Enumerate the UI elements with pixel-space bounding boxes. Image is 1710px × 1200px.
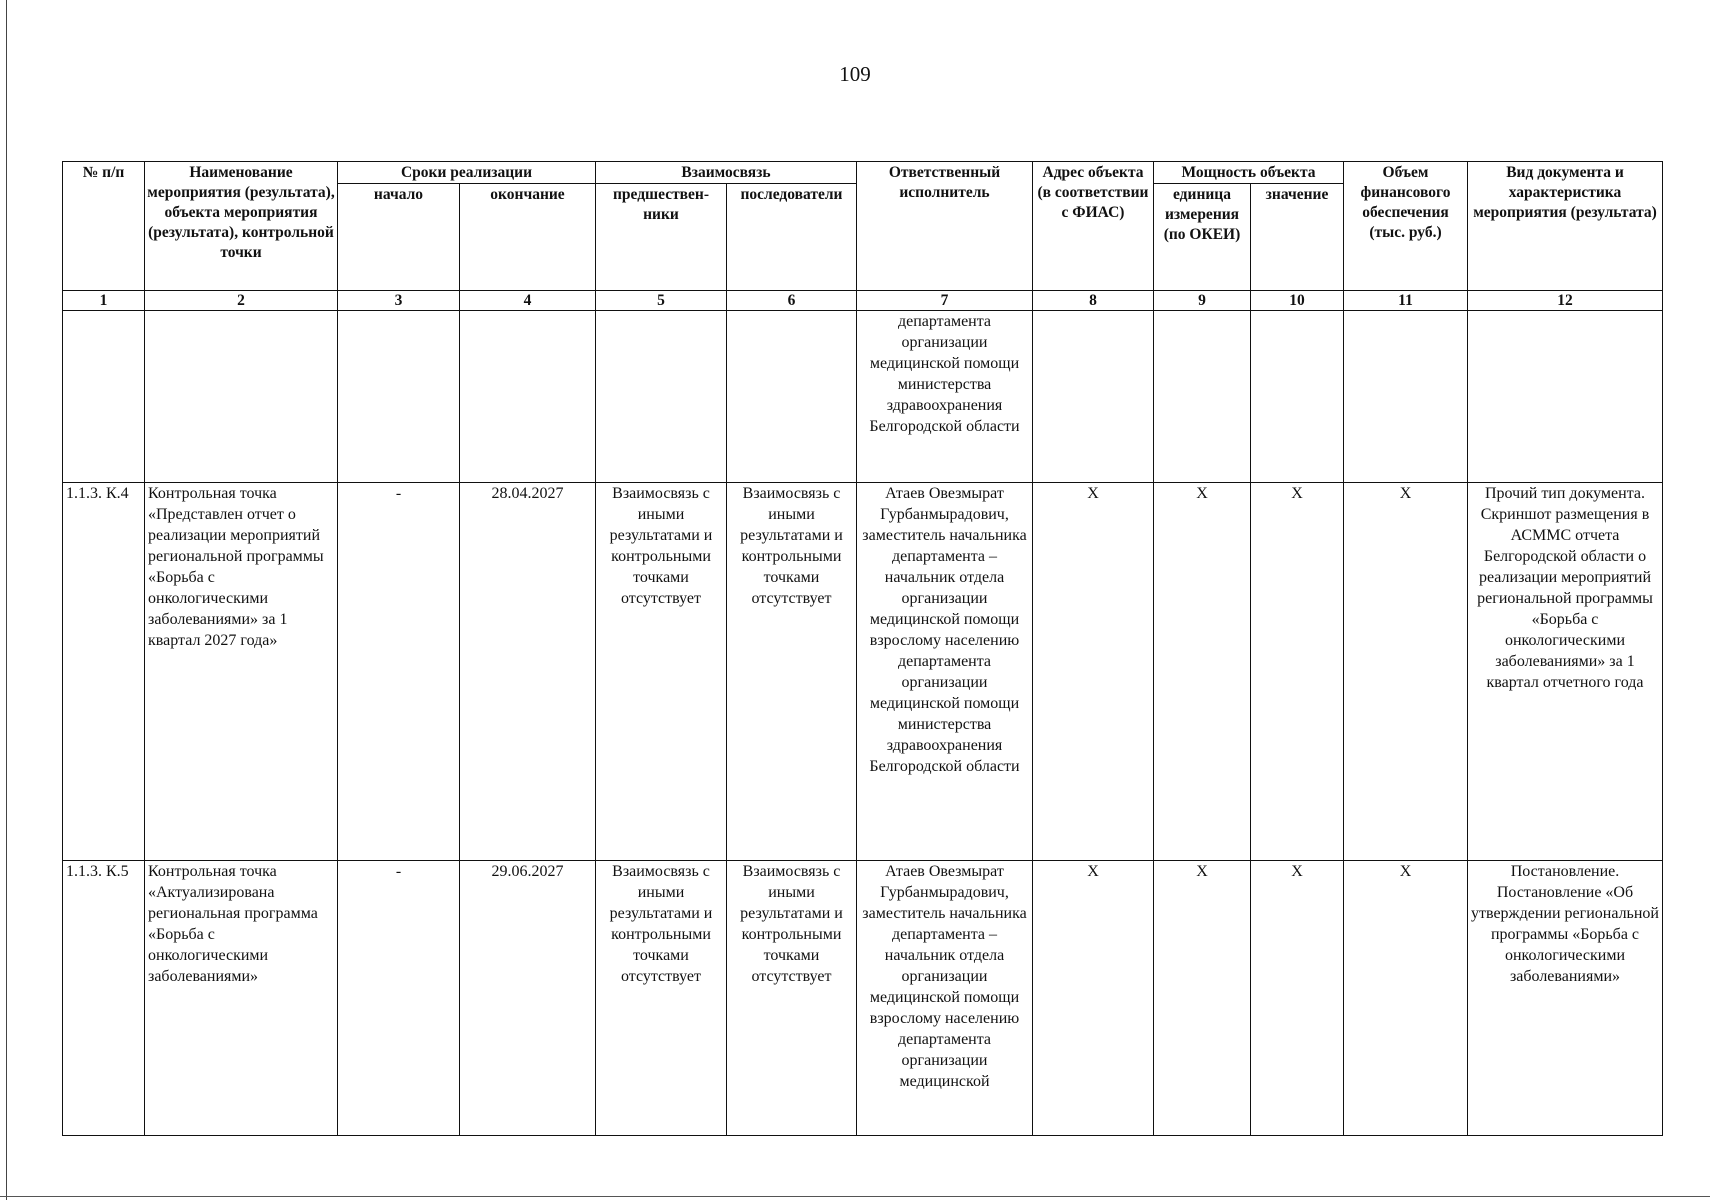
column-number: 1 [63, 291, 145, 311]
scan-edge-left [6, 0, 7, 1200]
cell-name: Контрольная точка «Представлен отчет о реализации мероприятий региональной программы «Борьба с онкологическими заболеваниями» за 1 квартал 2027 года» [145, 483, 338, 861]
column-number: 4 [460, 291, 596, 311]
header-link: Взаимосвязь [596, 162, 857, 184]
column-number: 11 [1344, 291, 1468, 311]
cell-successors: Взаимосвязь с иными результатами и контрольными точками отсутствует [727, 861, 857, 1136]
cell-unit: X [1154, 861, 1251, 1136]
header-start: начало [338, 184, 460, 291]
cell-value: X [1251, 483, 1344, 861]
table-row-continued [63, 311, 1663, 483]
cell-successors: Взаимосвязь с иными результатами и контрольными точками отсутствует [727, 483, 857, 861]
cell-end: 28.04.2027 [460, 483, 596, 861]
cell-address: X [1033, 861, 1154, 1136]
cell-responsible: Атаев Овезмырат Гурбанмырадович, заместитель начальника департамента – начальник отдела организации медицинской помощи взрослому населению департамента организации медицинской помощи министерства здравоохранения Белгородской области [857, 483, 1033, 861]
cell-unit: X [1154, 483, 1251, 861]
header-row-1 [63, 162, 1663, 184]
scan-edge-bottom [0, 1196, 1710, 1197]
cell-predecessors: Взаимосвязь с иными результатами и контрольными точками отсутствует [596, 483, 727, 861]
column-number: 10 [1251, 291, 1344, 311]
cell-value: X [1251, 861, 1344, 1136]
header-unit: единица измерения (по ОКЕИ) [1154, 184, 1251, 291]
cell-finance: X [1344, 483, 1468, 861]
header-num: № п/п [63, 162, 145, 291]
header-document: Вид документа и характеристика мероприятия (результата) [1468, 162, 1663, 291]
cell-start: - [338, 483, 460, 861]
header-capacity: Мощность объекта [1154, 162, 1344, 184]
header-finance: Объем финансового обеспечения (тыс. руб.) [1344, 162, 1468, 291]
column-number: 3 [338, 291, 460, 311]
cell-responsible: Атаев Овезмырат Гурбанмырадович, заместитель начальника департамента – начальник отдела организации медицинской помощи взрослому населению департамента организации медицинской [857, 861, 1033, 1136]
column-number: 2 [145, 291, 338, 311]
header-name: Наименование мероприятия (результата), объекта мероприятия (результата), контрольной точки [145, 162, 338, 291]
column-number: 12 [1468, 291, 1663, 311]
header-responsible: Ответственный исполнитель [857, 162, 1033, 291]
column-number: 8 [1033, 291, 1154, 311]
cell-address: X [1033, 483, 1154, 861]
cell-name: Контрольная точка «Актуализирована региональная программа «Борьба с онкологическими заболеваниями» [145, 861, 338, 1136]
cell-predecessors: Взаимосвязь с иными результатами и контрольными точками отсутствует [596, 861, 727, 1136]
column-number: 6 [727, 291, 857, 311]
cell-num: 1.1.3. К.4 [63, 483, 145, 861]
cell-end: 29.06.2027 [460, 861, 596, 1136]
cell-start: - [338, 861, 460, 1136]
header-value: значение [1251, 184, 1344, 291]
header-predecessors: предшествен-ники [596, 184, 727, 291]
header-end: окончание [460, 184, 596, 291]
column-number: 5 [596, 291, 727, 311]
cell-document: Прочий тип документа. Скриншот размещения в АСММС отчета Белгородской области о реализации мероприятий региональной программы «Борьба с онкологическими заболеваниями» за 1 квартал отчетного года [1468, 483, 1663, 861]
cell-document: Постановление. Постановление «Об утверждении региональной программы «Борьба с онкологическими заболеваниями» [1468, 861, 1663, 1136]
column-number-row [63, 291, 1663, 311]
page-number: 109 [839, 62, 871, 86]
cell-responsible: департамента организации медицинской помощи министерства здравоохранения Белгородской области [857, 311, 1033, 483]
header-address: Адрес объекта (в соответствии с ФИАС) [1033, 162, 1154, 291]
table-row-k4 [63, 483, 1663, 861]
plan-table [62, 161, 1663, 1136]
header-successors: последователи [727, 184, 857, 291]
cell-finance: X [1344, 861, 1468, 1136]
cell-num: 1.1.3. К.5 [63, 861, 145, 1136]
table-row-k5 [63, 861, 1663, 1136]
column-number: 7 [857, 291, 1033, 311]
column-number: 9 [1154, 291, 1251, 311]
header-terms: Сроки реализации [338, 162, 596, 184]
